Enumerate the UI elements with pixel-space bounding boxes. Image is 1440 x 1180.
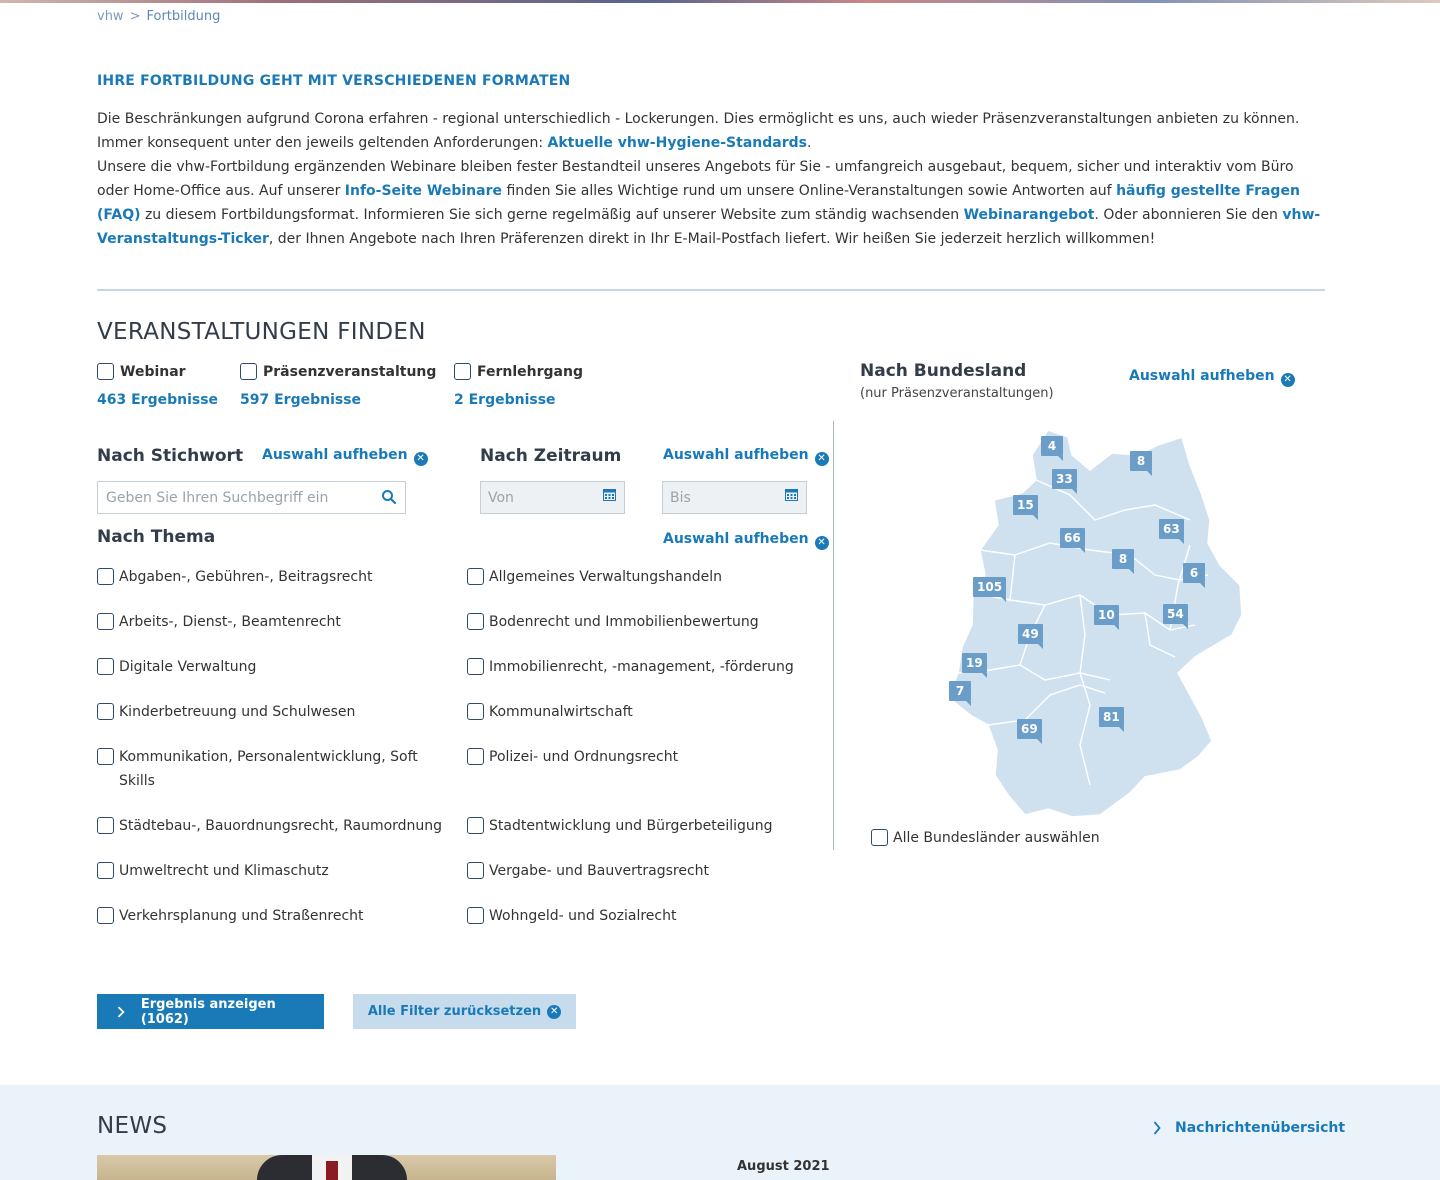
topic-label[interactable]: Immobilienrecht, -management, -förderung [489,659,794,675]
topic-reset-label: Auswahl aufheben [663,531,809,547]
format-fernlehrgang[interactable] [454,363,583,408]
intro-p2-text2: finden Sie alles Wichtige rund um unsere Online-Veranstaltungen sowie Antworten auf [502,183,1117,199]
checkbox[interactable] [467,907,484,924]
checkbox[interactable] [467,817,484,834]
topic-checkbox[interactable] [97,565,437,589]
topic-checkbox[interactable] [97,700,437,724]
intro-p2-text3: zu diesem Fortbildungsformat. Informieren Sie sich gerne regelmäßig auf unserer Website zum ständig wachsenden [140,207,964,223]
reset-all-filters-button[interactable] [353,994,576,1029]
checkbox[interactable] [871,829,888,846]
topic-title: Nach Thema [97,527,216,547]
breadcrumb-current[interactable]: Fortbildung [146,9,221,24]
topic-label[interactable]: Städtebau-, Bauordnungsrecht, Raumordnung [119,818,443,834]
faq-link[interactable]: häufig gestellte Fragen (FAQ) [97,183,1300,223]
date-to-input[interactable] [663,482,773,513]
date-from-field [480,481,625,514]
clear-icon: ✕ [815,452,829,466]
show-results-button[interactable] [97,994,324,1029]
clear-icon: ✕ [1281,373,1295,387]
breadcrumb-home[interactable]: vhw [97,9,124,24]
ticker-link[interactable]: vhw-Veranstaltungs-Ticker [97,207,1321,247]
region-reset-label: Auswahl aufheben [1129,368,1275,384]
format-webinar-count: 463 Ergebnisse [97,392,219,408]
column-divider [833,421,834,850]
format-fernlehrgang-label[interactable]: Fernlehrgang [477,363,583,380]
checkbox[interactable] [97,703,114,720]
format-fernlehrgang-checkbox[interactable] [454,363,471,380]
checkbox[interactable] [467,658,484,675]
format-webinar-label[interactable]: Webinar [120,363,186,380]
format-fernlehrgang-count: 2 Ergebnisse [454,392,556,408]
region-pin[interactable]: 6 [1183,563,1205,583]
checkbox[interactable] [97,817,114,834]
topic-label[interactable]: Arbeits-, Dienst-, Beamtenrecht [119,614,341,630]
checkbox[interactable] [97,613,114,630]
topic-checkbox[interactable] [97,610,437,634]
topic-label[interactable]: Wohngeld- und Sozialrecht [489,908,677,924]
topic-label[interactable]: Abgaben-, Gebühren-, Beitragsrecht [119,569,373,585]
region-reset-button[interactable] [1129,368,1295,387]
clear-icon: ✕ [547,1005,561,1019]
checkbox[interactable] [97,658,114,675]
keyword-title: Nach Stichwort [97,446,244,466]
topic-checkbox[interactable] [97,745,427,793]
region-pin[interactable]: 49 [1018,624,1043,644]
topic-label[interactable]: Verkehrsplanung und Straßenrecht [119,908,364,924]
news-date: August 2021 [737,1159,830,1174]
topic-checkbox[interactable] [97,655,437,679]
news-overview-link[interactable] [1153,1120,1345,1136]
topic-reset-button[interactable] [663,531,829,550]
region-pin[interactable]: 66 [1060,528,1085,548]
format-praesenz-label[interactable]: Präsenzveranstaltung [263,363,437,380]
news-image[interactable] [97,1155,556,1180]
region-pin[interactable]: 7 [949,681,971,701]
topic-checkbox[interactable] [97,904,437,928]
topic-label[interactable]: Digitale Verwaltung [119,659,257,675]
region-pin[interactable]: 33 [1052,469,1077,489]
breadcrumb-separator: > [129,9,141,24]
calendar-icon[interactable] [785,488,798,501]
period-title: Nach Zeitraum [480,446,622,466]
period-reset-button[interactable] [663,447,829,466]
format-praesenz-checkbox[interactable] [240,363,257,380]
topic-checkbox[interactable] [467,745,817,769]
topic-label[interactable]: Stadtentwicklung und Bürgerbeteiligung [489,818,773,834]
topic-label[interactable]: Kinderbetreuung und Schulwesen [119,704,356,720]
checkbox[interactable] [97,907,114,924]
region-pin[interactable]: 69 [1017,719,1042,739]
format-praesenz[interactable] [240,363,436,408]
period-reset-label: Auswahl aufheben [663,447,809,463]
region-pin[interactable]: 15 [1013,495,1038,515]
topic-checkbox[interactable] [97,814,447,838]
checkbox[interactable] [467,613,484,630]
all-states-checkbox[interactable] [871,829,1100,846]
topic-label[interactable]: Polizei- und Ordnungsrecht [489,749,679,765]
region-pin[interactable]: 8 [1112,549,1134,569]
topic-checkbox[interactable] [467,700,817,724]
region-pin[interactable]: 19 [962,653,987,673]
region-pin[interactable]: 105 [973,577,1006,597]
topic-label[interactable]: Umweltrecht und Klimaschutz [119,863,329,879]
webinarangebot-link[interactable]: Webinarangebot [963,207,1095,223]
checkbox[interactable] [467,703,484,720]
format-praesenz-count: 597 Ergebnisse [240,392,362,408]
intro-title: IHRE FORTBILDUNG GEHT MIT VERSCHIEDENEN FORMATEN [97,73,571,89]
region-pin[interactable]: 8 [1130,451,1152,471]
region-pin[interactable]: 4 [1041,436,1063,456]
region-pin[interactable]: 54 [1163,604,1188,624]
section-divider [97,289,1325,291]
region-title: Nach Bundesland [860,361,1027,381]
topic-checkbox[interactable] [467,655,817,679]
format-webinar-checkbox[interactable] [97,363,114,380]
all-states-label[interactable]: Alle Bundesländer auswählen [893,829,1100,846]
topic-checkbox[interactable] [97,859,437,883]
news-overview-label: Nachrichtenübersicht [1175,1120,1346,1136]
checkbox[interactable] [467,862,484,879]
checkbox[interactable] [97,748,114,765]
region-pin[interactable]: 81 [1099,707,1124,727]
intro-p2-text5: , der Ihnen Angebote nach Ihren Präferenzen direkt in Ihr E-Mail-Postfach liefert. Wir heißen Sie jederzeit herzlich willkommen! [268,231,1156,247]
intro-p2-text1: Unsere die vhw-Fortbildung ergänzenden Webinare bleiben fester Bestandteil unseres Angebots für Sie - umfangreich ausgebaut, bequem, sicher und interaktiv vom Büro oder Home-Office aus. Auf unserer [97,159,1294,199]
keyword-search-input[interactable] [98,482,368,513]
format-webinar[interactable] [97,363,218,408]
checkbox[interactable] [97,862,114,879]
clear-icon: ✕ [815,536,829,550]
calendar-icon[interactable] [603,488,616,501]
keyword-reset-button[interactable] [262,447,428,466]
news-image-tie [326,1161,338,1180]
intro-p2-text4: . Oder abonnieren Sie den [1094,207,1283,223]
topic-label[interactable]: Vergabe- und Bauvertragsrecht [489,863,710,879]
intro-p1-text: Die Beschränkungen aufgrund Corona erfahren - regional unterschiedlich - Lockerungen. Dies ermöglicht es uns, auch wieder Präsenzveranstaltungen anbieten zu können. Immer konsequent unter den jeweils geltenden Anforderungen: [97,111,1300,151]
search-icon[interactable] [381,489,397,505]
region-pin[interactable]: 10 [1094,605,1119,625]
clear-icon: ✕ [414,452,428,466]
hygiene-standards-link[interactable]: Aktuelle vhw-Hygiene-Standards [547,135,807,151]
region-subtitle: (nur Präsenzveranstaltungen) [860,386,1054,401]
breadcrumb [97,9,220,24]
date-to-field [662,481,807,514]
checkbox[interactable] [467,568,484,585]
reset-all-label: Alle Filter zurücksetzen [367,1004,542,1019]
show-results-label: Ergebnis anzeigen (1062) [140,996,276,1027]
intro-text [97,107,1327,251]
chevron-right-icon [117,1006,125,1018]
checkbox[interactable] [467,748,484,765]
intro-p1-end: . [806,135,812,151]
info-webinare-link[interactable]: Info-Seite Webinare [344,183,502,199]
topic-checkbox[interactable] [467,610,817,634]
checkbox[interactable] [97,568,114,585]
chevron-right-icon [1153,1121,1161,1135]
keyword-search-box [97,481,406,514]
topic-checkbox[interactable] [467,814,817,838]
header-image-strip [0,0,1440,3]
topic-label[interactable]: Bodenrecht und Immobilienbewertung [489,614,759,630]
keyword-reset-label: Auswahl aufheben [262,447,408,463]
topic-label[interactable]: Allgemeines Verwaltungshandeln [489,569,723,585]
topic-label[interactable]: Kommunalwirtschaft [489,704,633,720]
topic-checkbox[interactable] [467,859,817,883]
date-from-input[interactable] [481,482,591,513]
topic-label[interactable]: Kommunikation, Personalentwicklung, Soft Skills [119,749,418,789]
region-pin[interactable]: 63 [1159,519,1184,539]
topic-checkbox[interactable] [467,904,817,928]
finder-title: VERANSTALTUNGEN FINDEN [97,319,426,345]
news-title: NEWS [97,1113,168,1139]
topic-checkbox[interactable] [467,565,817,589]
